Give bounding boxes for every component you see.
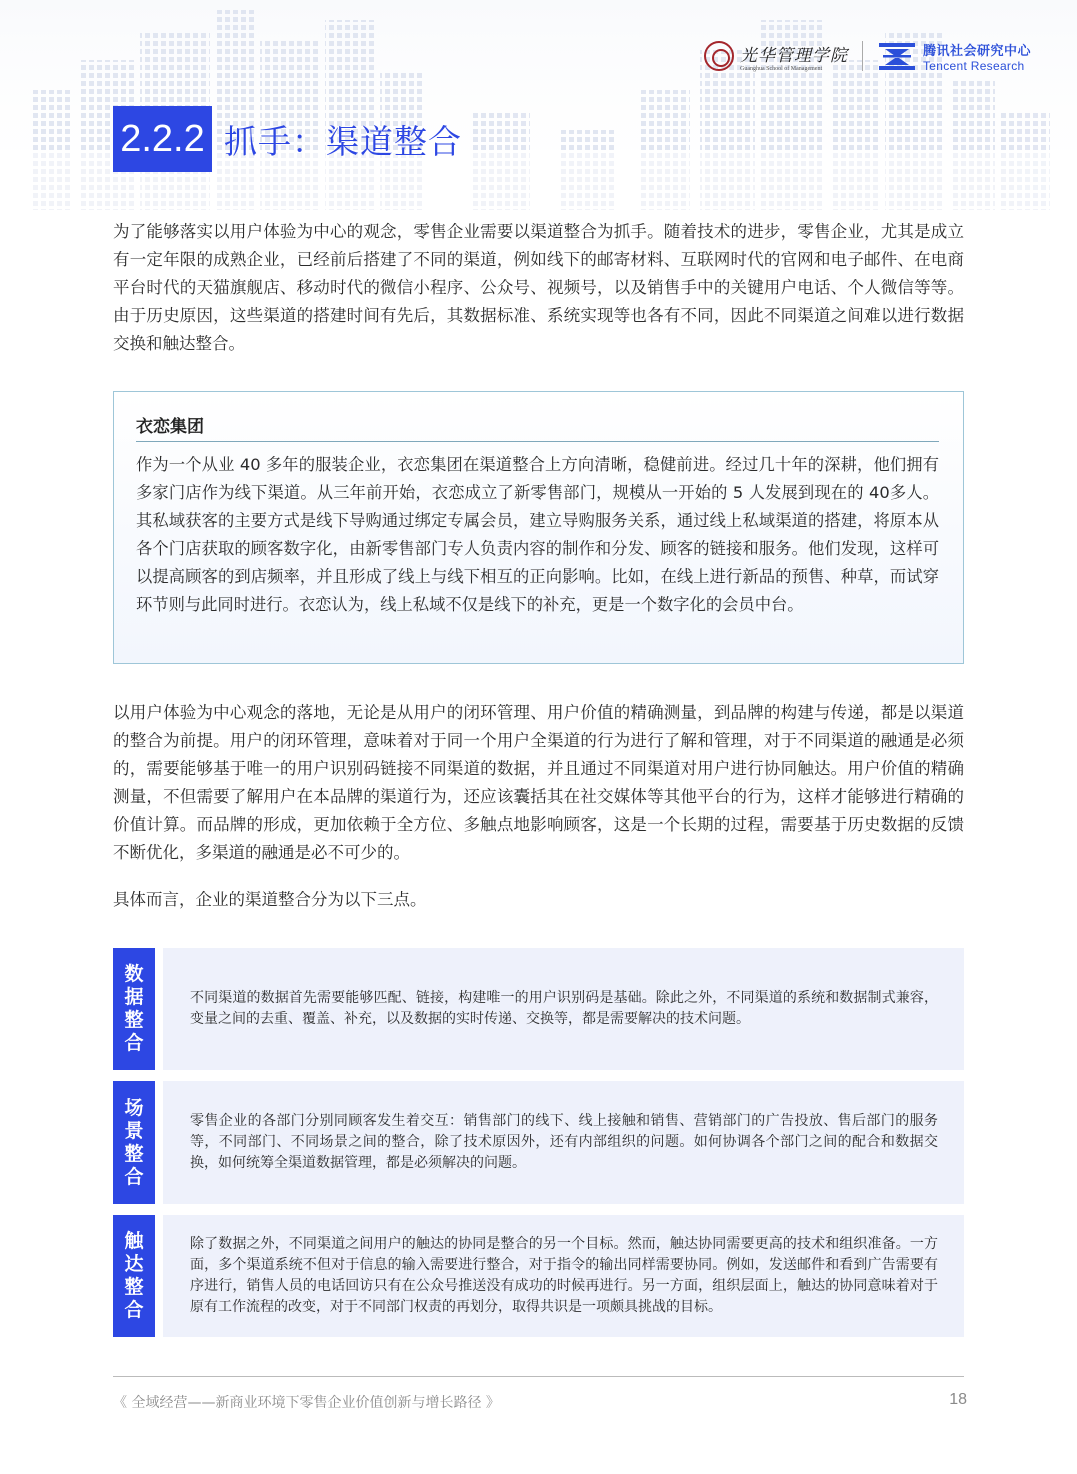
guanghua-logo-subtext: Guanghua School of Management: [739, 65, 823, 72]
point-content: [163, 1081, 964, 1204]
section-number: 2.2.2: [113, 106, 212, 172]
point-text: 零售企业的各部门分别同顾客发生着交互：销售部门的线下、线上接触和销售、营销部门的广告投放、售后部门的服务等，不同部门、不同场景之间的整合，除了技术原因外，还有内部组织的问题。如何协调各个部门之间的配合和数据交换，如何统筹全渠道数据管理，都是必须解决的问题。: [190, 1113, 938, 1171]
point-text: 除了数据之外，不同渠道之间用户的触达的协同是整合的另一个目标。然而，触达协同需要更高的技术和组织准备。一方面，多个渠道系统不但对于信息的输入需要进行整合，对于指令的输出同样需要协同。例如，发送邮件和看到广告需要有序进行，销售人员的电话回访只有在公众号推送没有成功的时候再进行。另一方面，组织层面上，触达的协同意味着对于原有工作流程的改变，对于不同部门权责的再划分，取得共识是一项颇具挑战的目标。: [190, 1236, 938, 1315]
guanghua-logo: [704, 41, 848, 72]
middle-paragraph: 以用户体验为中心观念的落地，无论是从用户的闭环管理、用户价值的精确测量，到品牌的构建与传递，都是以渠道的整合为前提。用户的闭环管理，意味着对于同一个用户全渠道的行为进行了解和管理，对于不同渠道的融通是必须的，需要能够基于唯一的用户识别码链接不同渠道的数据，并且通过不同渠道对用户进行协同触达。用户价值的精确测量，不但需要了解用户在本品牌的渠道行为，还应该囊括其在社交媒体等其他平台的行为，这样才能够进行精确的价值计算。而品牌的形成，更加依赖于全方位、多触点地影响顾客，这是一个长期的过程，需要基于历史数据的反馈不断优化，多渠道的融通是必不可少的。: [113, 703, 964, 862]
footer-report-title: 《 全域经营——新商业环境下零售企业价值创新与增长路径 》: [113, 1395, 500, 1411]
point-scenario-integration: [113, 1081, 964, 1204]
case-study-divider: [136, 441, 939, 442]
point-reach-integration: [113, 1215, 964, 1337]
guanghua-logo-text: 光华管理学院: [739, 45, 848, 66]
case-study-title: 衣恋集团: [136, 417, 204, 437]
point-tag: 触 达 整 合: [113, 1215, 155, 1337]
case-study-box: [113, 391, 964, 664]
tencent-logo-en: Tencent Research: [922, 58, 1025, 73]
point-content: [163, 1215, 964, 1337]
point-data-integration: [113, 948, 964, 1070]
point-content: [163, 948, 964, 1070]
section-heading: [113, 106, 462, 172]
header-logos: [704, 32, 1031, 80]
tencent-logo-cn: 腾讯社会研究中心: [922, 43, 1031, 59]
point-text: 不同渠道的数据首先需要能够匹配、链接，构建唯一的用户识别码是基础。除此之外，不同渠道的系统和数据制式兼容，变量之间的去重、覆盖、补充，以及数据的实时传递、交换等，都是需要解决的技术问题。: [190, 990, 938, 1027]
section-title: 抓手：渠道整合: [224, 121, 462, 161]
intro-paragraph: 为了能够落实以用户体验为中心的观念，零售企业需要以渠道整合为抓手。随着技术的进步，零售企业，尤其是成立有一定年限的成熟企业，已经前后搭建了不同的渠道，例如线下的邮寄材料、互联网时代的官网和电子邮件、在电商平台时代的天猫旗舰店、移动时代的微信小程序、公众号、视频号，以及销售手中的关键用户电话、个人微信等等。由于历史原因，这些渠道的搭建时间有先后，其数据标准、系统实现等也各有不同，因此不同渠道之间难以进行数据交换和触达整合。: [113, 222, 964, 353]
case-study-body: 作为一个从业 40 多年的服装企业，衣恋集团在渠道整合上方向清晰，稳健前进。经过几十年的深耕，他们拥有多家门店作为线下渠道。从三年前开始，衣恋成立了新零售部门，规模从一开始的 5 人发展到现在的 40多人。其私域获客的主要方式是线下导购通过绑定专属会员，建立导购服务关系，通过线上私域渠道的搭建，将原本从各个门店获取的顾客数字化，由新零售部门专人负责内容的制作和分发、顾客的链接和服务。他们发现，这样可以提高顾客的到店频率，并且形成了线上与线下相互的正向影响。比如，在线上进行新品的预售、种草，而试穿环节则与此同时进行。衣恋认为，线上私域不仅是线下的补充，更是一个数字化的会员中台。: [136, 455, 939, 614]
point-tag: 数 据 整 合: [113, 948, 155, 1070]
point-tag: 场 景 整 合: [113, 1081, 155, 1204]
tencent-research-mark-icon: [879, 41, 915, 71]
page-number: 18: [949, 1391, 967, 1408]
footer-divider: [113, 1376, 964, 1377]
tencent-research-logo: [879, 40, 1031, 73]
pku-seal-icon: [704, 41, 734, 71]
logo-divider: [862, 41, 863, 71]
lead-paragraph: 具体而言，企业的渠道整合分为以下三点。: [113, 890, 427, 909]
